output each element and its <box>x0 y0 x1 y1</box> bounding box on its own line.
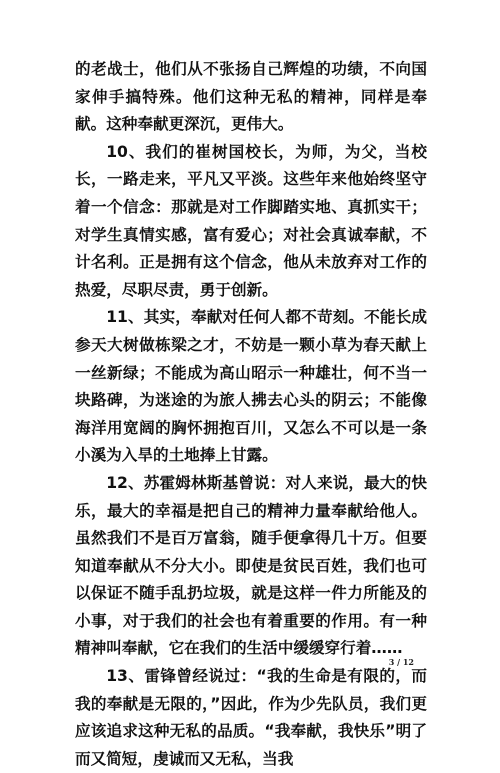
paragraph-1: 的老战士，他们从不张扬自己辉煌的功绩，不向国家伸手搞特殊。他们这种无私的精神，同样是奉献。这种奉献更深沉，更伟大。 <box>75 60 427 134</box>
paragraph-2: 10、我们的崔树国校长，为师，为父，当校长，一路走来，平凡又平淡。这些年来他始终坚守着一个信念：那就是对工作脚踏实地、真抓实干；对学生真情实感，富有爱心；对社会真诚奉献，不计名利。正是拥有这个信念，他从未放弃对工作的热爱，尽职尽责，勇于创新。 <box>75 142 427 299</box>
paragraph-3: 11、其实，奉献对任何人都不苛刻。不能长成参天大树做栋梁之才，不妨是一颗小草为春天献上一丝新绿；不能成为高山昭示一种雄壮，何不当一块路碑，为迷途的为旅人拂去心头的阴云；不能像海洋用宽阔的胸怀拥抱百川，又怎么不可以是一条小溪为入旱的土地捧上甘露。 <box>75 308 427 465</box>
document-body <box>75 56 427 773</box>
paragraph-4: 12、苏霍姆林斯基曾说：对人来说，最大的快乐，最大的幸福是把自己的精神力量奉献给他人。虽然我们不是百万富翁，随手便拿得几十万。但要知道奉献从不分大小。即使是贫民百姓，我们也可以保证不随手乱扔垃圾，就是这样一件力所能及的小事，对于我们的社会也有着重要的作用。有一种精神叫奉献，它在我们的生活中缓缓穿行着…… <box>75 473 427 658</box>
page-number: 3 / 12 <box>388 657 414 667</box>
paragraph-5: 13、雷锋曾经说过：“我的生命是有限的，而我的奉献是无限的，”因此，作为少先队员，我们更应该追求这种无私的品质。“我奉献，我快乐”明了而又简短，虔诚而又无私，当我 <box>75 667 427 768</box>
